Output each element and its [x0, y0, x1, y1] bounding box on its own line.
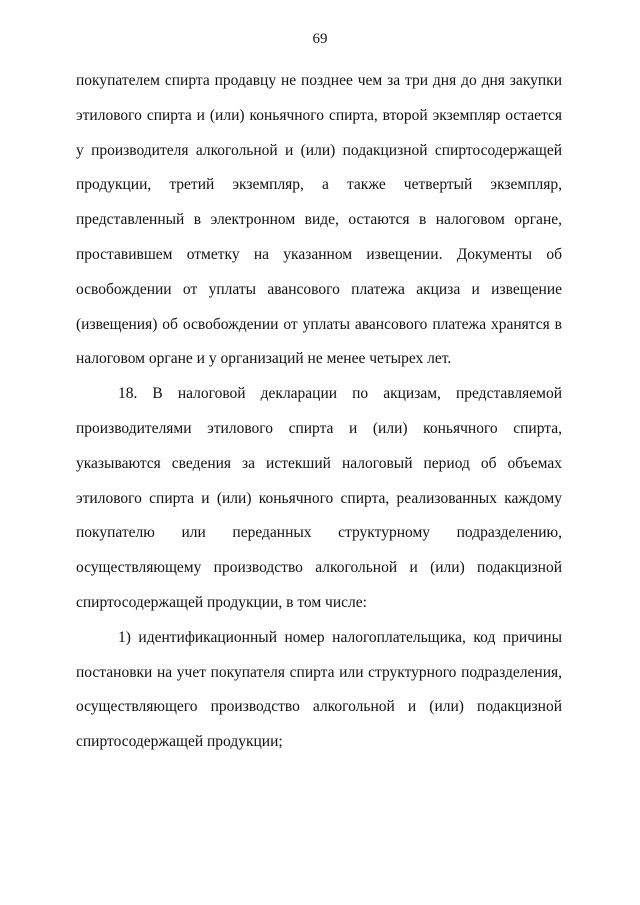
- paragraph-continuation: покупателем спирта продавцу не позднее чем за три дня до дня закупки этилового спирта и (или) коньячного спирта, второй экземпляр остается у производителя алкогольной и (или) подакцизной спиртосодержащей продукции, третий экземпляр, а также четвертый экземпляр, представленный в электронном виде, остаются в налоговом органе, проставившем отметку на указанном извещении. Документы об освобождении от уплаты авансового платежа акциза и извещение (извещения) об освобождении от уплаты авансового платежа хранятся в налоговом органе и у организаций не менее четырех лет.: [76, 72, 562, 368]
- document-body: [76, 64, 562, 760]
- page-number: 69: [312, 31, 328, 47]
- paragraph-subitem-1: 1) идентификационный номер налогоплательщика, код причины постановки на учет покупателя спирта или структурного подразделения, осуществляющего производство алкогольной и (или) подакцизной спиртосодержащей продукции;: [76, 628, 562, 751]
- paragraph-item-18: 18. В налоговой декларации по акцизам, представляемой производителями этилового спирта и (или) коньячного спирта, указываются сведения за истекший налоговый период об объемах этилового спирта и (или) коньячного спирта, реализованных каждому покупателю или переданных структурному подразделению, осуществляющему производство алкогольной и (или) подакцизной спиртосодержащей продукции, в том числе:: [76, 385, 562, 611]
